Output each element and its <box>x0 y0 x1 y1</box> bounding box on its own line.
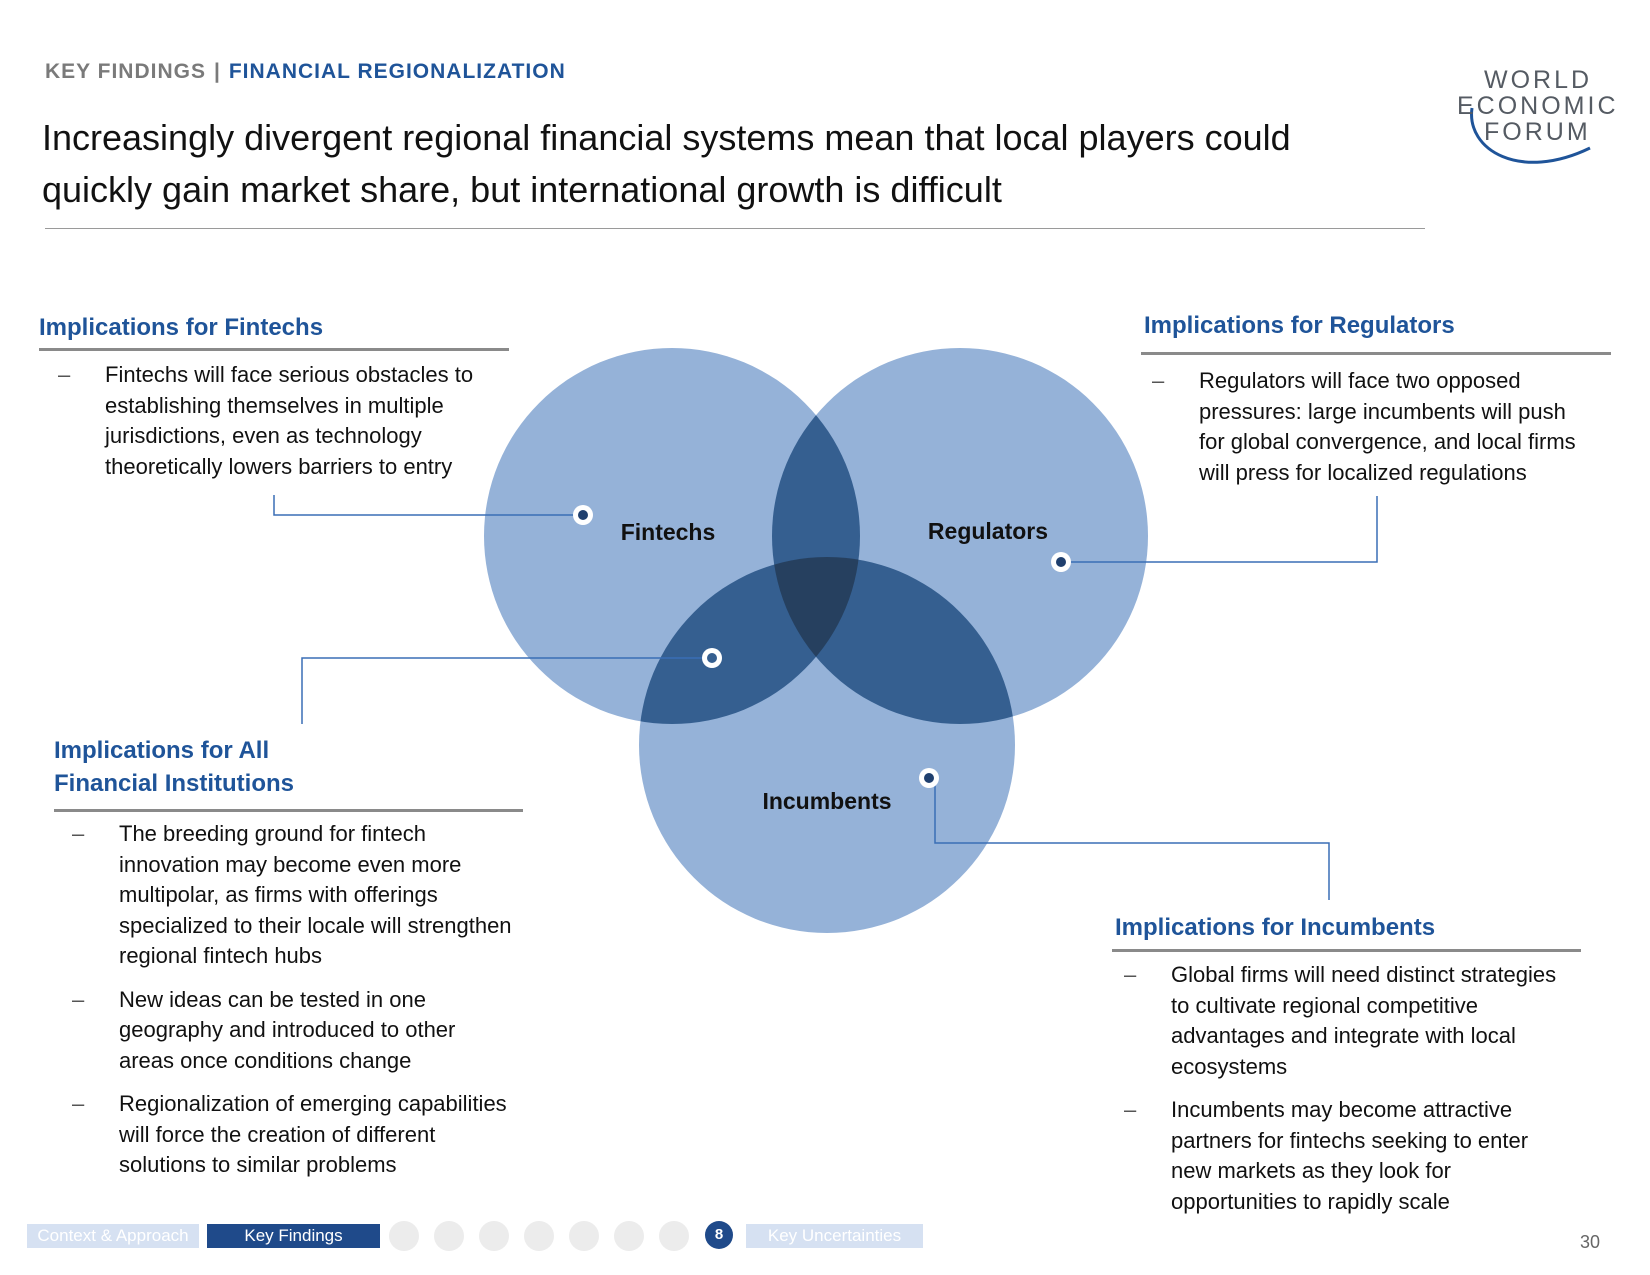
all-institutions-heading <box>54 734 294 800</box>
regulators-heading: Implications for Regulators <box>1144 312 1455 339</box>
list-item <box>72 985 512 1077</box>
list-item <box>1152 366 1592 488</box>
fintechs-marker <box>573 505 593 525</box>
logo-line-world: WORLD <box>1484 66 1593 94</box>
fintechs-heading: Implications for Fintechs <box>39 314 324 341</box>
eyebrow-separator: | <box>213 60 221 83</box>
page-title: Increasingly divergent regional financial systems mean that local players could quickly gain market share, but international growth is difficult <box>42 117 1291 210</box>
nav-finding-dot[interactable] <box>614 1221 644 1251</box>
fintechs-heading-rule <box>39 348 509 351</box>
bullet-dash: – <box>1152 368 1165 393</box>
nav-key-uncertainties[interactable]: Key Uncertainties <box>746 1224 923 1248</box>
nav-finding-dot[interactable] <box>659 1221 689 1251</box>
bullet-dash: – <box>72 821 85 846</box>
bullet-text: Global firms will need distinct strategies to cultivate regional competitive advantages and integrate with local ecosystems <box>1171 962 1557 1079</box>
incumbents-heading-rule <box>1112 949 1581 952</box>
incumbents-heading: Implications for Incumbents <box>1115 914 1436 941</box>
fintechs-label: Fintechs <box>620 519 716 545</box>
all-institutions-heading-line2: Financial Institutions <box>54 770 295 797</box>
bullet-dash: – <box>1124 962 1137 987</box>
page-number: 30 <box>1580 1232 1601 1252</box>
nav-context-approach[interactable]: Context & Approach <box>27 1224 199 1248</box>
bullet-dash: – <box>72 986 85 1012</box>
bullet-dash: – <box>58 362 71 387</box>
bullet-text: Fintechs will face serious obstacles to establishing themselves in multiple jurisdictions, even as technology theoretically lowers barriers to entry <box>105 362 474 479</box>
regulators-bullet-list <box>1152 366 1592 501</box>
all-institutions-heading-rule <box>54 809 523 812</box>
regulators-heading-rule <box>1141 352 1611 355</box>
bullet-text: New ideas can be tested in one geography and introduced to other areas once conditions change <box>119 986 456 1073</box>
incumbents-marker <box>919 768 939 788</box>
nav-finding-dot[interactable] <box>434 1221 464 1251</box>
nav-current-finding[interactable]: 8 <box>705 1221 733 1249</box>
incumbents-label: Incumbents <box>762 788 892 814</box>
list-item <box>72 1089 512 1181</box>
bullet-text: Incumbents may become attractive partners for fintechs seeking to enter new markets as they look for opportunities to rapidly scale <box>1171 1097 1529 1214</box>
nav-finding-dot[interactable] <box>479 1221 509 1251</box>
regulators-label: Regulators <box>927 518 1049 544</box>
all-institutions-bullet-list <box>72 819 512 1194</box>
nav-key-findings[interactable]: Key Findings <box>207 1224 380 1248</box>
nav-finding-dot[interactable] <box>569 1221 599 1251</box>
logo-line-economic: ECONOMIC <box>1457 92 1619 120</box>
list-item <box>58 360 498 482</box>
all-institutions-heading-line1: Implications for All <box>54 737 270 764</box>
nav-finding-dot[interactable] <box>389 1221 419 1251</box>
list-item <box>72 819 512 972</box>
topic-label: FINANCIAL REGIONALIZATION <box>228 60 566 83</box>
nav-finding-dot[interactable] <box>524 1221 554 1251</box>
all-institutions-marker <box>702 648 722 668</box>
incumbents-bullet-list <box>1124 960 1574 1230</box>
bullet-dash: – <box>1124 1097 1137 1122</box>
list-item <box>1124 960 1574 1082</box>
bullet-text: The breeding ground for fintech innovation may become even more multipolar, as firms with offerings specialized to their locale will strengthen regional fintech hubs <box>119 821 512 968</box>
bullet-dash: – <box>72 1091 85 1116</box>
list-item <box>1124 1095 1574 1217</box>
fintechs-bullet-list <box>58 360 498 495</box>
bullet-text: Regulators will face two opposed pressures: large incumbents will push for global convergence, and local firms will press for localized regulations <box>1199 368 1576 485</box>
section-label: KEY FINDINGS <box>45 60 206 83</box>
bullet-text: Regionalization of emerging capabilities will force the creation of different solutions to similar problems <box>119 1091 507 1177</box>
regulators-marker <box>1051 552 1071 572</box>
logo-line-forum: FORUM <box>1484 118 1591 146</box>
